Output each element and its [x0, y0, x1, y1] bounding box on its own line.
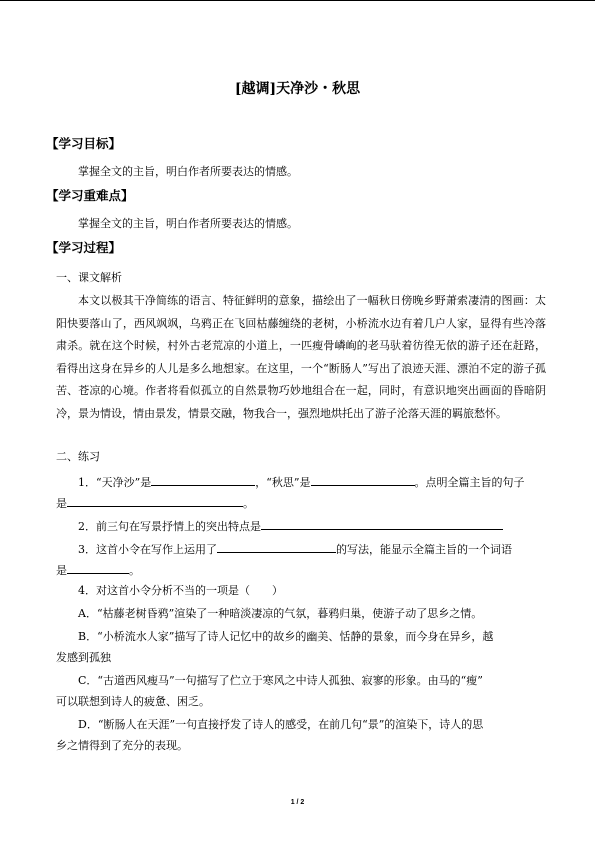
answer-blank-1b[interactable] — [311, 473, 415, 486]
answer-blank-3a[interactable] — [217, 540, 336, 553]
question-1-part-e: 。 — [243, 497, 254, 510]
page-title: [越调]天净沙・秋思 — [234, 81, 361, 97]
question-1-cont — [56, 494, 254, 511]
page-number: 1 / 2 — [290, 799, 305, 806]
question-3-part-c: 是 — [56, 564, 67, 577]
answer-blank-3b[interactable] — [67, 561, 129, 574]
section-exercise-label: 二、练习 — [56, 450, 100, 463]
answer-blank-2[interactable] — [261, 517, 503, 530]
option-c-line-1: C．“古道西风瘦马”一句描写了伫立于寒风之中诗人孤独、寂寥的形象。由马的“瘦” — [78, 674, 483, 687]
question-3-part-d: 。 — [129, 564, 140, 577]
objectives-text: 掌握全文的主旨，明白作者所要表达的情感。 — [78, 165, 298, 178]
question-4: 4．对这首小令分析不当的一项是（ ） — [78, 584, 283, 597]
option-b-line-1: B．“小桥流水人家”描写了诗人记忆中的故乡的幽美、恬静的景象，而今身在异乡，越 — [78, 630, 494, 643]
question-1-part-d: 是 — [56, 497, 67, 510]
option-c-line-2: 可以联想到诗人的疲惫、困乏。 — [56, 695, 210, 708]
answer-blank-1c[interactable] — [67, 494, 243, 507]
question-1-part-c: 。点明全篇主旨的句子 — [414, 476, 525, 489]
question-3-part-b: 的写法，能显示全篇主旨的一个词语 — [336, 543, 512, 556]
analysis-paragraph: 本文以极其干净简练的语言、特征鲜明的意象，描绘出了一幅秋日傍晚乡野萧索凄清的图画：太阳快要落山了，西风飒飒，乌鸦正在飞回枯藤缠绕的老树，小桥流水边有着几户人家，显得有些冷落肃杀。就在这个时候，村外古老荒凉的小道上，一匹瘦骨嶙峋的老马驮着彷徨无依的游子还在赶路，看得出这身在异乡的人儿是多么地想家。在这里，一个“断肠人”写出了浪迹天涯、漂泊不定的游子孤苦、苍凉的心境。作者将看似孤立的自然景物巧妙地组合在一起，同时，有意识地突出画面的昏暗阴冷，景为情设，情由景发，情景交融，物我合一，强烈地烘托出了游子沦落天涯的羁旅愁怀。 — [56, 294, 546, 420]
question-2 — [78, 517, 503, 534]
question-3-part-a: 3．这首小令在写作上运用了 — [78, 543, 217, 556]
key-points-heading: 【学习重难点】 — [46, 188, 134, 203]
process-heading: 【学习过程】 — [46, 240, 122, 255]
question-3 — [78, 540, 512, 557]
question-2-text: 2．前三句在写景抒情上的突出特点是 — [78, 520, 261, 533]
question-1 — [78, 473, 525, 490]
key-points-text: 掌握全文的主旨，明白作者所要表达的情感。 — [78, 217, 298, 230]
question-1-part-a: 1．“天净沙”是 — [78, 476, 152, 489]
question-3-cont — [56, 561, 140, 578]
question-1-part-b: ，“秋思”是 — [255, 476, 311, 489]
option-d-line-2: 乡之情得到了充分的表现。 — [56, 739, 188, 752]
option-d-line-1: D．“断肠人在天涯”一句直接抒发了诗人的感受，在前几句“景”的渲染下，诗人的思 — [78, 718, 484, 731]
answer-blank-1a[interactable] — [151, 473, 255, 486]
header-rule — [0, 0, 595, 1]
objectives-heading: 【学习目标】 — [46, 136, 122, 151]
section-analysis-label: 一、课文解析 — [56, 271, 122, 284]
option-b-line-2: 发感到孤独 — [56, 651, 111, 664]
option-a: A．“枯藤老树昏鸦”渲染了一种暗淡凄凉的气氛，暮鸦归巢，使游子动了思乡之情。 — [78, 607, 483, 620]
